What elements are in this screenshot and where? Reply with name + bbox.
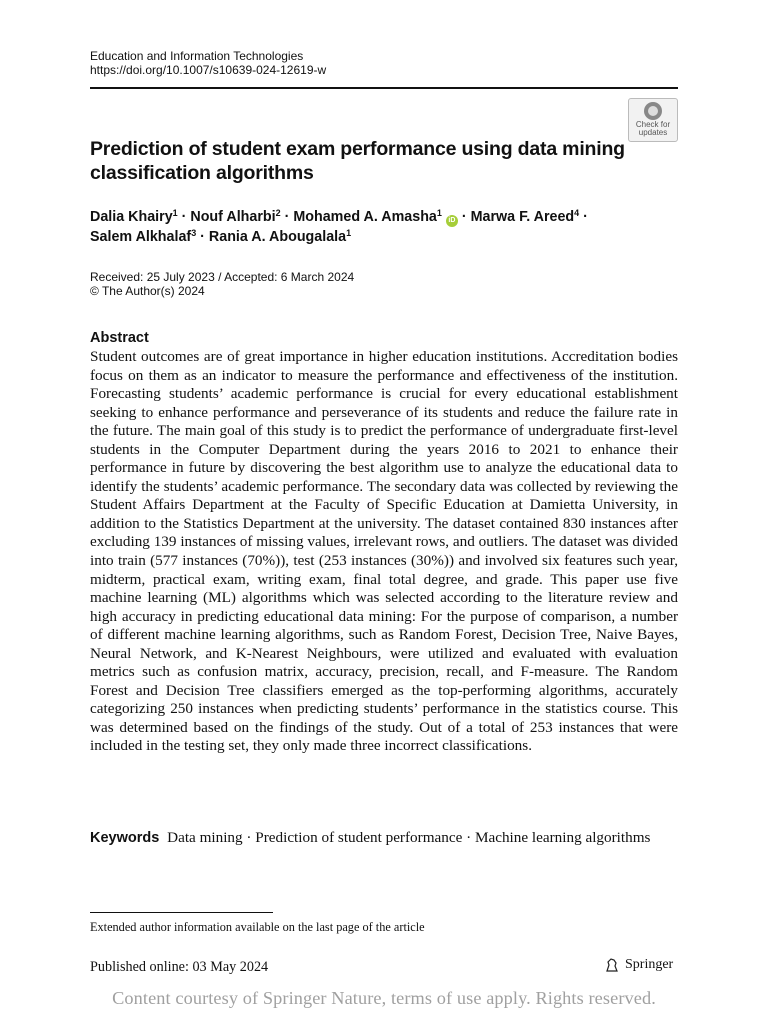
journal-name: Education and Information Technologies — [90, 49, 304, 63]
journal-header — [90, 49, 326, 77]
author-affiliation: 1 — [172, 208, 178, 218]
published-date: Published online: 03 May 2024 — [90, 959, 269, 975]
author-list: Dalia Khairy$^1$ · Nouf Alharbi$^2$ · Mohamed A. Amasha$^1$ iD · Marwa F. Areed$^4$ · Salem Alkhalaf$^3$ · Rania A. Abougalala$^1$ — [90, 208, 588, 245]
keywords — [90, 829, 678, 848]
check-for-label: Check for — [635, 120, 671, 129]
abstract-heading: Abstract — [90, 330, 149, 346]
received-accepted: Received: 25 July 2023 / Accepted: 6 March 2024 — [90, 270, 355, 284]
springer-horse-icon — [604, 957, 620, 973]
author-name[interactable]: Marwa F. Areed — [470, 209, 575, 225]
publisher-logo — [604, 957, 673, 973]
abstract-text: Student outcomes are of great importance in higher education institutions. Accreditation bodies focus on them as an indicator to measure the performance and effectiveness of the institution. Forecasting students’ academic performance is crucial for every educational establishment seeking to enhance performance and perseverance of its students and reduce the failure rate in the future. The main goal of this study is to predict the performance of undergraduate first-level students in the Computer Department during the years 2016 to 2021 to enhance their performance in future by discovering the best algorithm use to analyze the educational data to identify the students’ academic performance. The secondary data was collected by reviewing the Student Affairs Department at the Faculty of Specific Education at Damietta University, in addition to the Statistics Department at the university. The dataset contained 830 instances after excluding 139 instances of missing values, irrelevant rows, and outliers. The dataset was divided into train (577 instances (70%)), test (253 instances (30%)) and involved six features such year, midterm, practical exam, writing exam, final total degree, and grade. This paper use five machine learning (ML) algorithms which was selected according to the literature review and high accuracy in predicting educational data mining: For the purpose of comparison, a number of different machine learning algorithms, such as Random Forest, Decision Tree, Naive Bayes, Neural Network, and K-Nearest Neighbours, were utilized and evaluated with evaluation metrics such as confusion matrix, accuracy, precision, recall, and F-measure. The Random Forest and Decision Tree classifiers emerged as the top-performing algorithms, accurately categorizing 250 instances when predicting students’ performance in the statistics course. This was determined based on the findings of the study. Out of a total of 253 instances that were included in the testing set, they only made three incorrect classifications. — [90, 348, 678, 755]
check-for-updates-badge[interactable] — [628, 98, 678, 142]
footnote: Extended author information available on the last page of the article — [90, 920, 425, 934]
header-rule — [90, 87, 678, 89]
publisher-name: Springer — [625, 957, 674, 972]
author-name[interactable]: Salem Alkhalaf — [90, 229, 192, 245]
article-title: Prediction of student exam performance using data mining classification algorithms — [90, 138, 625, 184]
keywords-label: Keywords — [90, 830, 160, 846]
author-name[interactable]: Mohamed A. Amasha — [293, 209, 437, 225]
courtesy-notice: Content courtesy of Springer Nature, terms of use apply. Rights reserved. — [112, 988, 656, 1008]
author-name[interactable]: Rania A. Abougalala — [208, 229, 347, 245]
author-affiliation: 2 — [275, 208, 281, 218]
author-affiliation: 1 — [436, 208, 442, 218]
author-name[interactable]: Nouf Alharbi — [190, 209, 276, 225]
author-affiliation: 4 — [574, 208, 580, 218]
updates-label: updates — [638, 128, 668, 137]
doi-link[interactable]: https://doi.org/10.1007/s10639-024-12619-w — [90, 63, 327, 77]
author-name[interactable]: Dalia Khairy — [90, 209, 173, 225]
footnote-rule — [90, 912, 273, 913]
article-dates — [90, 270, 354, 298]
update-icon — [644, 102, 662, 120]
orcid-icon[interactable]: iD — [446, 215, 458, 227]
copyright: © The Author(s) 2024 — [90, 284, 205, 298]
keywords-text: Data mining · Prediction of student performance · Machine learning algorithms — [167, 829, 651, 846]
author-affiliation: 3 — [191, 228, 197, 238]
author-affiliation: 1 — [346, 228, 352, 238]
